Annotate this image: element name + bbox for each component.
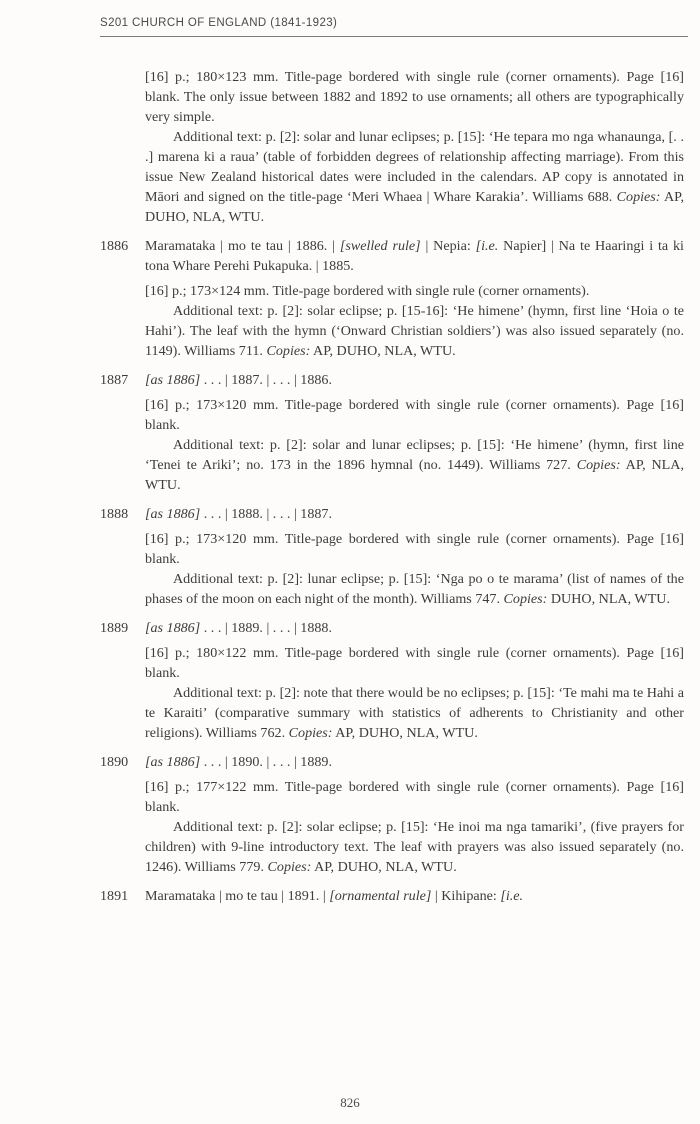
text-run: Napier] | Na te Haaringi i ta ki tona Whare Perehi Pukapuka. | 1885. (145, 238, 684, 274)
text-run: Additional text: p. [2]: lunar eclipse; p. [15]: ‘Nga po o te marama’ (list of names of the phases of the moon on each night of the month). Williams 747. (145, 571, 684, 607)
text-run: | Nepia: (420, 238, 476, 254)
text-run: AP, DUHO, NLA, WTU. (311, 859, 457, 875)
catalog-entry (100, 504, 684, 609)
physical-description (145, 67, 684, 127)
text-run: [as 1886] (145, 506, 201, 522)
physical-description (145, 529, 684, 569)
additional-text-note (145, 569, 684, 609)
text-run: AP, DUHO, NLA, WTU. (145, 189, 684, 225)
entry-title (145, 370, 684, 390)
page-number: 826 (340, 1095, 360, 1110)
text-run: Copies: (616, 189, 661, 205)
entry-year: 1886 (100, 238, 129, 254)
additional-text-note (145, 683, 684, 743)
text-run: . . . | 1890. | . . . | 1889. (200, 754, 333, 770)
physical-description (145, 777, 684, 817)
text-run: Copies: (576, 457, 621, 473)
text-run: [swelled rule] (339, 238, 421, 254)
text-run: [16] p.; 180×122 mm. Title-page bordered with single rule (corner ornaments). Page [16] blank. (145, 645, 684, 681)
text-run: [16] p.; 173×120 mm. Title-page bordered with single rule (corner ornaments). Page [16] blank. (145, 531, 684, 567)
physical-description (145, 395, 684, 435)
catalog-entry (100, 618, 684, 743)
entry-title (145, 236, 684, 276)
text-run: . . . | 1887. | . . . | 1886. (200, 372, 333, 388)
header-rule (100, 36, 688, 37)
text-run: AP, DUHO, NLA, WTU. (332, 725, 478, 741)
additional-text-note (145, 435, 684, 495)
text-run: [16] p.; 180×123 mm. Title-page bordered with single rule (corner ornaments). Page [16] blank. The only issue between 1882 and 1892 to use ornaments; all others are typographically very simple. (145, 69, 684, 125)
entry-year: 1887 (100, 372, 129, 388)
text-run: [i.e. (475, 238, 499, 254)
text-run: [16] p.; 177×122 mm. Title-page bordered with single rule (corner ornaments). Page [16] blank. (145, 779, 684, 815)
entry-year: 1888 (100, 506, 129, 522)
catalog-entry (100, 67, 684, 227)
text-run: Copies: (267, 859, 312, 875)
running-head: S201 CHURCH OF ENGLAND (1841-1923) (100, 17, 338, 29)
entry-title (145, 618, 684, 638)
text-run: . . . | 1889. | . . . | 1888. (200, 620, 333, 636)
entry-title (145, 886, 684, 906)
text-run: AP, NLA, WTU. (145, 457, 684, 493)
text-run: Maramataka | mo te tau | 1886. | (145, 238, 340, 254)
text-run: [ornamental rule] (329, 888, 432, 904)
text-run: [16] p.; 173×124 mm. Title-page bordered with single rule (corner ornaments). (145, 283, 590, 299)
physical-description (145, 281, 684, 301)
text-run: Maramataka | mo te tau | 1891. | (145, 888, 330, 904)
entry-year: 1890 (100, 754, 129, 770)
text-run: [as 1886] (145, 754, 201, 770)
additional-text-note (145, 127, 684, 227)
catalog-entry (100, 236, 684, 361)
text-run: Additional text: p. [2]: solar eclipse; p. [15-16]: ‘He himene’ (hymn, first line ‘Hoia o te Hahi’). The leaf with the hymn (‘Onward Christian soldiers’) was also issued separately (no. 1149). Williams 711. (145, 303, 684, 359)
text-run: DUHO, NLA, WTU. (547, 591, 671, 607)
text-run: Copies: (288, 725, 333, 741)
additional-text-note (145, 301, 684, 361)
catalog-entry (100, 886, 684, 906)
entries-container (100, 67, 684, 915)
text-run: Copies: (503, 591, 548, 607)
text-run: [as 1886] (145, 620, 201, 636)
text-run: [16] p.; 173×120 mm. Title-page bordered with single rule (corner ornaments). Page [16] blank. (145, 397, 684, 433)
entry-year: 1891 (100, 888, 129, 904)
additional-text-note (145, 817, 684, 877)
text-run: [i.e. (500, 888, 524, 904)
text-run: Copies: (266, 343, 311, 359)
entry-title (145, 752, 684, 772)
text-run: Additional text: p. [2]: solar and lunar eclipses; p. [15]: ‘He tepara mo nga whanaunga, [. . .] marena ki a raua’ (table of forbidden degrees of relationship affecting marriage). From this issue New Zealand historical dates were included in the calendars. AP copy is annotated in Māori and signed on the title-page ‘Meri Whaea | Whare Karakia’. Williams 688. (145, 129, 684, 205)
text-run: Additional text: p. [2]: solar and lunar eclipses; p. [15]: ‘He himene’ (hymn, first line ‘Tenei te Ariki’; no. 173 in the 1896 hymnal (no. 1449). Williams 727. (145, 437, 684, 473)
physical-description (145, 643, 684, 683)
catalog-entry (100, 752, 684, 877)
entry-year: 1889 (100, 620, 129, 636)
text-run: . . . | 1888. | . . . | 1887. (200, 506, 333, 522)
text-run: [as 1886] (145, 372, 201, 388)
text-run: AP, DUHO, NLA, WTU. (310, 343, 456, 359)
entry-title (145, 504, 684, 524)
text-run: Additional text: p. [2]: note that there would be no eclipses; p. [15]: ‘Te mahi ma te Hahi a te Karaiti’ (comparative summary with statistics of adherents to Christianity and other religions). Williams 762. (145, 685, 684, 741)
text-run: Additional text: p. [2]: solar eclipse; p. [15]: ‘He inoi ma nga tamariki’, (five prayers for children) with 9-line introductory text. The leaf with prayers was also issued separately (no. 1246). Williams 779. (145, 819, 684, 875)
catalog-entry (100, 370, 684, 495)
text-run: | Kihipane: (431, 888, 501, 904)
